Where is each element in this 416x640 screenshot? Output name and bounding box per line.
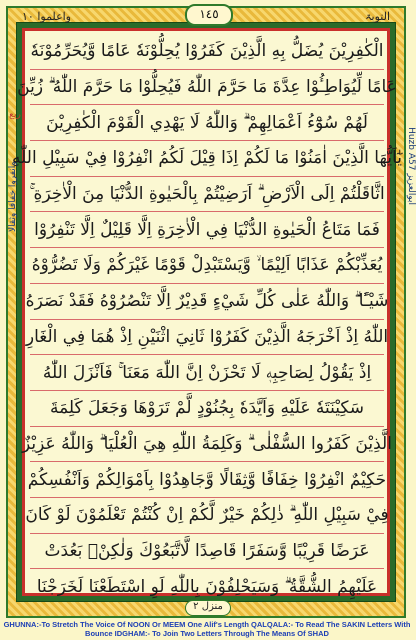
verse-line-1: الْكٰفِرِيْنَ يُضَلُّ بِهِ الَّذِيْنَ كَفَرُوْا يُحِلُّوْنَهٗ عَامًا وَّيُحَرِّمُوْنَهٗ xyxy=(30,34,384,70)
verse-line-15: عَرَضًا قَرِيْبًا وَّسَفَرًا قَاصِدًا لَّاتَّبَعُوْكَ وَلٰكِنْۢ بَعُدَتْ xyxy=(30,534,384,570)
verse-line-6: فَمَا مَتَاعُ الْحَيٰوةِ الدُّنْيَا فِي الْاٰخِرَةِ اِلَّا قَلِيْلٌ اِلَّا تَنْفِرُوْا xyxy=(30,212,384,248)
verse-line-2: عَامًا لِّيُوَاطِـُٔوْا عِدَّةَ مَا حَرَّمَ اللّٰهُ فَيُحِلُّوْا مَا حَرَّمَ اللّٰهُ ۗ زُيِّنَ xyxy=(30,70,384,106)
verse-line-12: الَّذِيْنَ كَفَرُوا السُّفْلٰى ۗ وَكَلِمَةُ اللّٰهِ هِيَ الْعُلْيَا ۗ وَاللّٰهُ عَزِيْزٌ xyxy=(30,427,384,463)
juz-name: واعلموا ١٠ xyxy=(22,9,71,23)
verse-line-10: اِذْ يَقُوْلُ لِصَاحِبِهٖ لَا تَحْزَنْ اِنَّ اللّٰهَ مَعَنَا ۚ فَاَنْزَلَ اللّٰهُ xyxy=(30,355,384,391)
verse-line-9: اللّٰهُ اِذْ اَخْرَجَهُ الَّذِيْنَ كَفَرُوْا ثَانِيَ اثْنَيْنِ اِذْ هُمَا فِي الْغَارِ xyxy=(30,320,384,356)
verse-line-8: شَيْـًٔا ۗ وَاللّٰهُ عَلٰى كُلِّ شَيْءٍ قَدِيْرٌ اِلَّا تَنْصُرُوْهُ فَقَدْ نَصَرَهُ xyxy=(30,284,384,320)
verse-line-16: عَلَيْهِمُ الشُّقَّةُ ۗ وَسَيَحْلِفُوْنَ بِاللّٰهِ لَوِ اسْتَطَعْنَا لَخَرَجْنَا xyxy=(36,576,378,597)
verse-line-5: اثَّاقَلْتُمْ اِلَى الْاَرْضِ ۗ اَرَضِيْتُمْ بِالْحَيٰوةِ الدُّنْيَا مِنَ الْاٰخِرَةِ ۚ xyxy=(30,177,384,213)
side-note-right: Huzb A57 ابوالعزیز xyxy=(406,127,416,205)
surah-name: التوبۃ xyxy=(365,9,390,23)
side-note-left: وانفروا خفافا وثقالا xyxy=(8,161,18,232)
verse-line-4: يٰٓاَيُّهَا الَّذِيْنَ اٰمَنُوْا مَا لَكُمْ اِذَا قِيْلَ لَكُمُ انْفِرُوْا فِيْ سَبِيْلِ اللّٰهِ xyxy=(30,141,384,177)
verse-line-11: سَكِيْنَتَهٗ عَلَيْهِ وَاَيَّدَهٗ بِجُنُوْدٍ لَّمْ تَرَوْهَا وَجَعَلَ كَلِمَةَ xyxy=(30,391,384,427)
verse-line-13: حَكِيْمٌ انْفِرُوْا خِفَافًا وَّثِقَالًا وَّجَاهِدُوْا بِاَمْوَالِكُمْ وَاَنْفُسِكُمْ xyxy=(30,462,384,498)
verse-line-14: فِيْ سَبِيْلِ اللّٰهِ ۗ ذٰلِكُمْ خَيْرٌ لَّكُمْ اِنْ كُنْتُمْ تَعْلَمُوْنَ لَوْ كَانَ xyxy=(30,498,384,534)
verse-line-7: يُعَذِّبْكُمْ عَذَابًا اَلِيْمًا ۙ وَّيَسْتَبْدِلْ قَوْمًا غَيْرَكُمْ وَلَا تَضُرُّوْهُ xyxy=(30,248,384,284)
rub-marker: ربع xyxy=(9,110,21,120)
page-number: ١٤٥ xyxy=(185,4,233,26)
tajweed-legend: GHUNNA:-To Stretch The Voice Of NOON Or MEEM One Alif's Length QALQALA:- To Read The SAKIN Letters With Bounce IDGHAM:- To Join Two Letters Through The Means Of SHAD xyxy=(3,620,411,638)
verse-line-3: لَهُمْ سُوْٓءُ اَعْمَالِهِمْ ۗ وَاللّٰهُ لَا يَهْدِي الْقَوْمَ الْكٰفِرِيْنَ xyxy=(30,105,384,141)
manzil-marker: منزل ٢ xyxy=(185,600,231,616)
